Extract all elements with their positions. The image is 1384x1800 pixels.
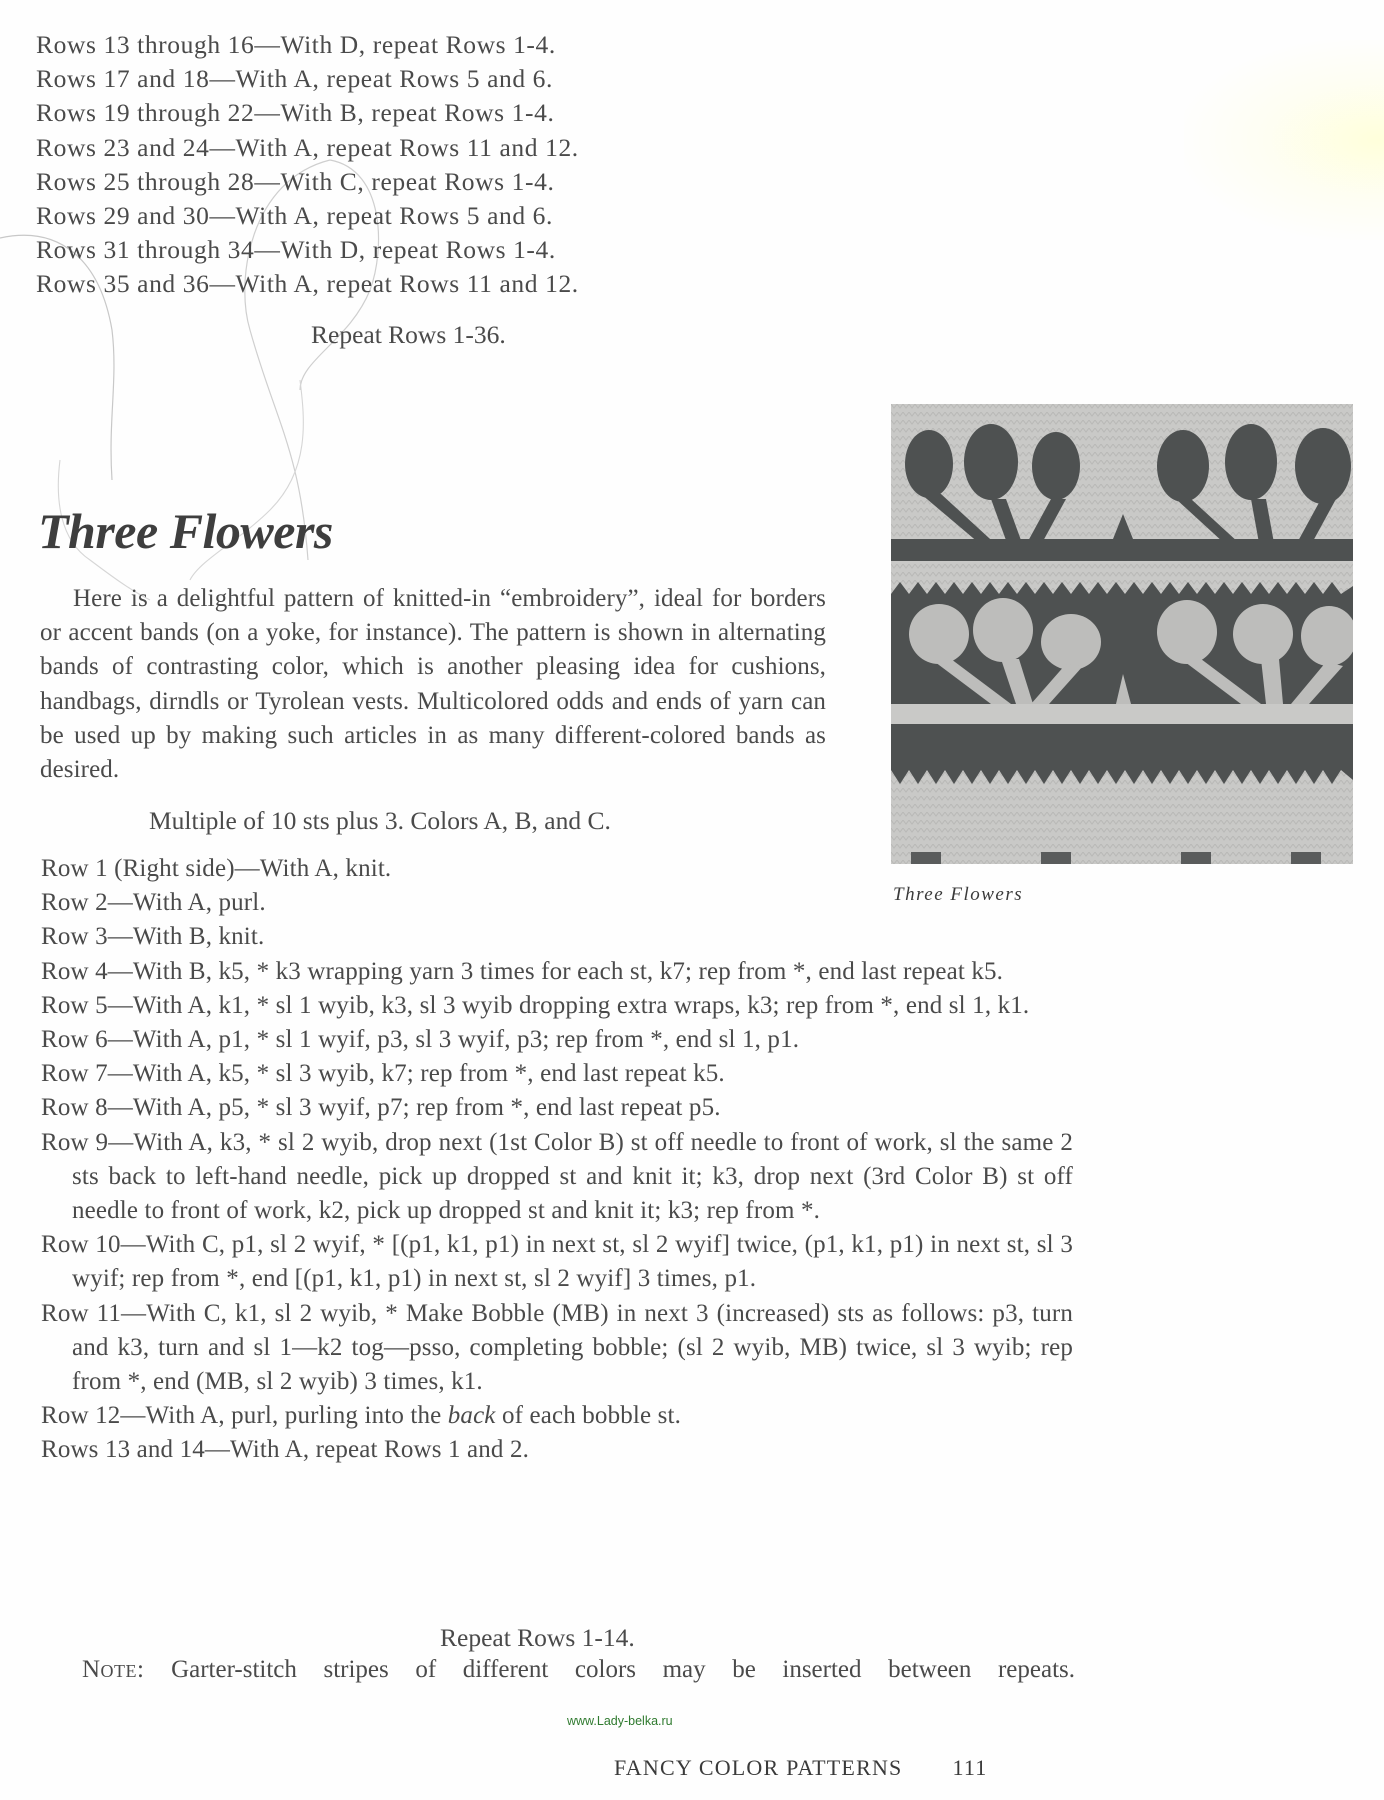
instruction-row: Row 5—With A, k1, * sl 1 wyib, k3, sl 3 wyib dropping extra wraps, k3; rep from *, end sl 1, k1. — [41, 991, 1030, 1019]
pattern-photo — [891, 404, 1353, 864]
knit-swatch-image — [891, 404, 1353, 864]
instruction-row: Row 7—With A, k5, * sl 3 wyib, k7; rep from *, end last repeat k5. — [41, 1060, 725, 1088]
instruction-row: Row 6—With A, p1, * sl 1 wyif, p3, sl 3 wyif, p3; rep from *, end sl 1, p1. — [41, 1026, 800, 1054]
instruction-row: Row 11—With C, k1, sl 2 wyib, * Make Bobble (MB) in next 3 (increased) sts as follows: p3, turn and k3, turn and sl 1—k2 tog—psso, completing bobble; (sl 2 wyib, MB) twice, sl 3 wyib; rep from *, end (MB, sl 2 wyib) 3 times, k1. — [41, 1299, 1073, 1396]
row12-emphasis: back — [447, 1402, 496, 1430]
continued-row: Rows 13 through 16—With D, repeat Rows 1-4. — [36, 30, 556, 59]
photo-caption: Three Flowers — [893, 884, 1024, 905]
continued-row: Rows 35 and 36—With A, repeat Rows 11 and 12. — [36, 269, 579, 299]
instruction-row: Row 3—With B, knit. — [41, 923, 265, 951]
running-head: FANCY COLOR PATTERNS — [614, 1755, 903, 1780]
page-number: 111 — [952, 1755, 988, 1780]
note-text: Garter-stitch stripes of different colors may be inserted between repeats. — [144, 1656, 1075, 1683]
note — [82, 1656, 1075, 1684]
repeat-instruction: Repeat Rows 1-14. — [440, 1623, 635, 1652]
continued-rows — [36, 28, 579, 302]
intro-paragraph: Here is a delightful pattern of knitted-in “embroidery”, ideal for borders or accent bands (on a yoke, for instance). The pattern is shown in alternating bands of contrasting color, which is another pleasing idea for cushions, handbags, dirndls or Tyrolean vests. Multicolored odds and ends of yarn can be used up by making such articles in as many different-colored bands as desired. — [40, 585, 826, 784]
page-footer — [614, 1755, 987, 1781]
row12-text-end: of each bobble st. — [495, 1402, 681, 1430]
instruction-row: Row 4—With B, k5, * k3 wrapping yarn 3 times for each st, k7; rep from *, end last repeat k5. — [41, 957, 1004, 985]
continued-row: Rows 31 through 34—With D, repeat Rows 1-4. — [36, 235, 556, 265]
stitch-multiple: Multiple of 10 sts plus 3. Colors A, B, and C. — [149, 806, 611, 835]
instruction-row: Row 8—With A, p5, * sl 3 wyif, p7; rep from *, end last repeat p5. — [41, 1094, 721, 1122]
note-label: Note: — [82, 1656, 145, 1683]
instruction-row-12 — [41, 1399, 1073, 1433]
section-title: Three Flowers — [38, 503, 333, 559]
instruction-row: Row 9—With A, k3, * sl 2 wyib, drop next (1st Color B) st off needle to front of work, sl the same 2 sts back to left-hand needle, pick up dropped st and knit it; k3, drop next (3rd Color B) st off needle to front of work, k2, pick up dropped st and knit it; k3; rep from *. — [41, 1128, 1073, 1225]
continued-repeat: Repeat Rows 1-36. — [311, 320, 506, 349]
continued-row: Rows 19 through 22—With B, repeat Rows 1-4. — [36, 98, 555, 128]
watermark-link[interactable]: www.Lady-belka.ru — [567, 1714, 673, 1728]
instruction-row: Row 1 (Right side)—With A, knit. — [41, 855, 392, 882]
instruction-row: Rows 13 and 14—With A, repeat Rows 1 and 2. — [41, 1436, 530, 1464]
paper-stain — [1184, 40, 1384, 240]
continued-row: Rows 23 and 24—With A, repeat Rows 11 and 12. — [36, 132, 579, 162]
instruction-row: Row 2—With A, purl. — [41, 889, 266, 917]
pattern-instructions — [41, 852, 1073, 1468]
instruction-row: Row 10—With C, p1, sl 2 wyif, * [(p1, k1, p1) in next st, sl 2 wyif] twice, (p1, k1, p1) in next st, sl 3 wyif; rep from *, end [(p1, k1, p1) in next st, sl 2 wyif] 3 times, p1. — [41, 1231, 1073, 1293]
continued-row: Rows 25 through 28—With C, repeat Rows 1-4. — [36, 166, 555, 196]
continued-row: Rows 17 and 18—With A, repeat Rows 5 and 6. — [36, 64, 554, 94]
continued-row: Rows 29 and 30—With A, repeat Rows 5 and 6. — [36, 201, 554, 231]
row12-text: Row 12—With A, purl, purling into the — [41, 1402, 448, 1430]
